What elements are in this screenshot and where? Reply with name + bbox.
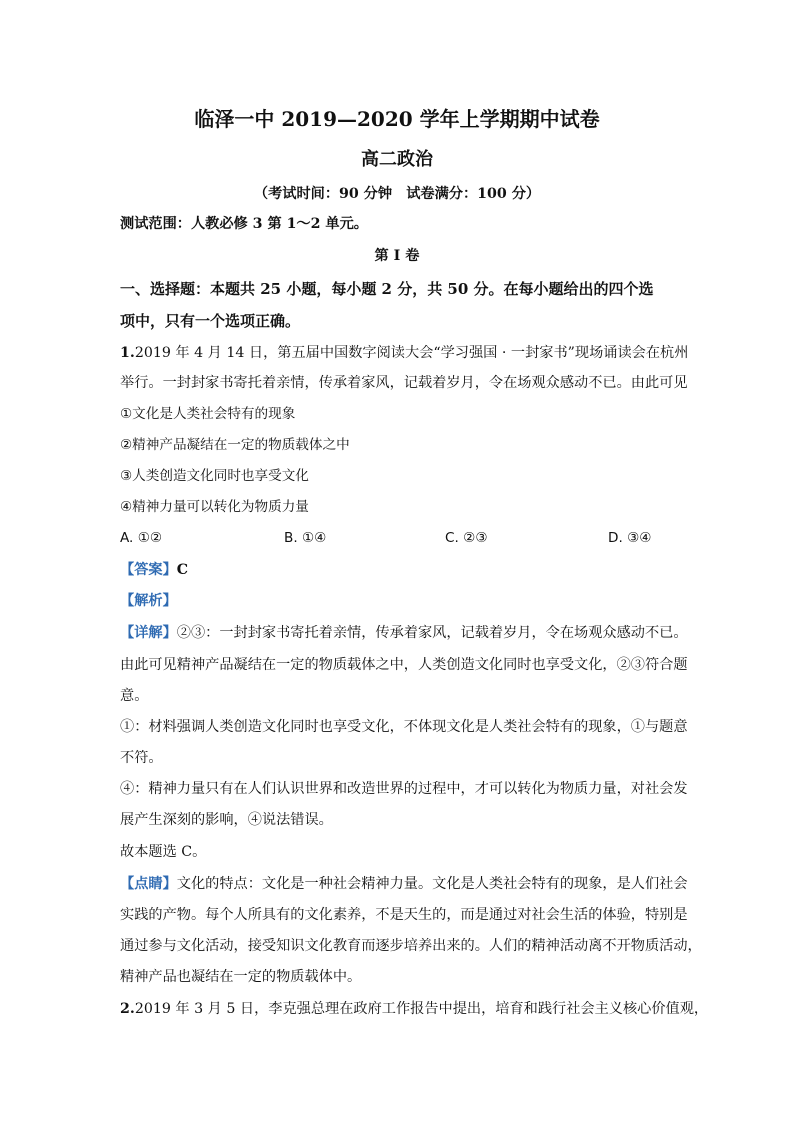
- question-2-stem-text: 2019 年 3 月 5 日，李克强总理在政府工作报告中提出，培育和践行社会主义核心价值观，: [134, 1001, 709, 1017]
- question-2-stem-line1: [120, 999, 709, 1019]
- tip-text-1: 文化的特点：文化是一种社会精神力量。文化是人类社会特有的现象，是人们社会: [176, 876, 688, 892]
- question-1-item-2: ②精神产品凝结在一定的物质载体之中: [120, 437, 350, 453]
- exam-title: 临泽一中 2019—2020 学年上学期期中试卷: [194, 107, 600, 131]
- question-1-stem-text: 2019 年 4 月 14 日，第五届中国数字阅读大会“学习强国 · 一封家书”现场诵读会在杭州: [134, 345, 689, 361]
- detail-line-6: ④：精神力量只有在人们认识世界和改造世界的过程中，才可以转化为物质力量，对社会发: [120, 781, 688, 797]
- question-1-answer: [120, 560, 680, 580]
- question-1-stem-line2: 举行。一封封家书寄托着亲情，传承着家风，记载着岁月，令在场观众感动不已。由此可见: [120, 375, 688, 391]
- volume-heading: 第 I 卷: [374, 248, 420, 264]
- detail-line-4: ①：材料强调人类创造文化同时也享受文化，不体现文化是人类社会特有的现象，①与题意: [120, 719, 688, 735]
- detail-line-5: 不符。: [120, 750, 163, 766]
- question-1-number: 1.: [120, 345, 135, 361]
- detail-line-2: 由此可见精神产品凝结在一定的物质载体之中，人类创造文化同时也享受文化，②③符合题: [120, 657, 688, 673]
- detail-line-1: [120, 623, 688, 643]
- question-1-stem-line1: [120, 343, 689, 363]
- question-1-item-3: ③人类创造文化同时也享受文化: [120, 468, 309, 484]
- tip-line-2: 实践的产物。每个人所具有的文化素养，不是天生的，而是通过对社会生活的体验，特别是: [120, 907, 688, 923]
- answer-value: C: [176, 562, 189, 578]
- section-heading-line1: 一、选择题：本题共 25 小题，每小题 2 分，共 50 分。在每小题给出的四个选: [120, 280, 654, 298]
- question-1-option-a: A. ①②: [120, 530, 163, 546]
- detail-line-3: 意。: [120, 688, 149, 704]
- exam-subject: 高二政治: [361, 149, 433, 170]
- exam-scope: 测试范围：人教必修 3 第 1～2 单元。: [120, 216, 368, 232]
- tip-line-3: 通过参与文化活动，接受知识文化教育而逐步培养出来的。人们的精神活动离不开物质活动，: [120, 938, 702, 954]
- detail-tag: 【详解】: [120, 625, 177, 641]
- answer-tag: 【答案】: [120, 562, 177, 578]
- section-heading-line2: 项中，只有一个选项正确。: [120, 312, 301, 330]
- tip-line-4: 精神产品也凝结在一定的物质载体中。: [120, 969, 362, 985]
- detail-line-8: 故本题选 C。: [120, 844, 207, 860]
- question-1-option-b: B. ①④: [284, 530, 327, 546]
- tip-tag: 【点睛】: [120, 876, 177, 892]
- analysis-tag: 【解析】: [120, 593, 177, 609]
- tip-line-1: [120, 874, 688, 894]
- question-1-option-c: C. ②③: [445, 530, 488, 546]
- detail-line-7: 展产生深刻的影响，④说法错误。: [120, 812, 333, 828]
- question-1-item-1: ①文化是人类社会特有的现象: [120, 406, 296, 422]
- question-1-item-4: ④精神力量可以转化为物质力量: [120, 499, 309, 515]
- detail-text-1: ②③：一封封家书寄托着亲情，传承着家风，记载着岁月，令在场观众感动不已。: [176, 625, 688, 641]
- question-1-option-d: D. ③④: [608, 530, 652, 546]
- question-2-number: 2.: [120, 1001, 135, 1017]
- exam-info: （考试时间：90 分钟 试卷满分：100 分）: [253, 186, 541, 202]
